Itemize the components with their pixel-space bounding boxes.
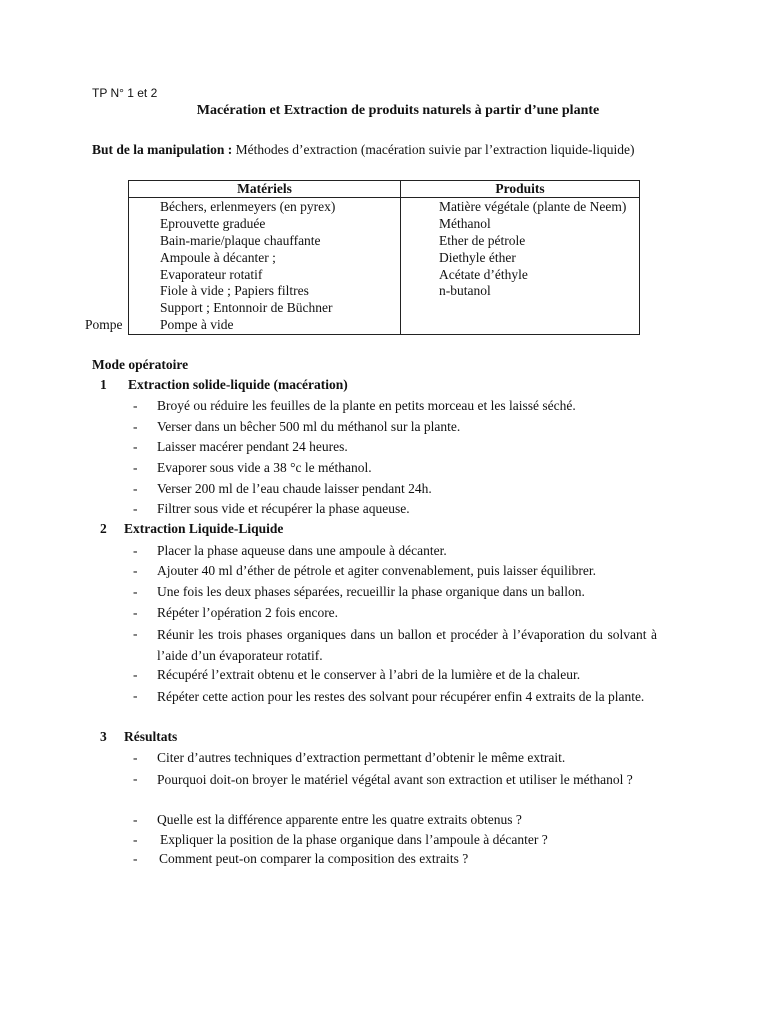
step-text: Expliquer la position de la phase organique dans l’ampoule à décanter ? [160,832,548,847]
overflow-text: Pompe [85,317,123,332]
produits-cell [401,198,640,335]
step-text: Citer d’autres techniques d’extraction permettant d’obtenir le même extrait. [157,750,566,765]
step-text: Pourquoi doit-on broyer le matériel végétal avant son extraction et utiliser le méthanol ? [157,772,633,787]
step-text: Répéter cette action pour les restes des solvant pour récupérer enfin 4 extraits de la plante. [157,689,645,704]
bullet-dash: - [133,851,138,866]
step-text: Une fois les deux phases séparées, recueillir la phase organique dans un ballon. [157,584,585,599]
bullet-dash: - [133,667,138,682]
step-text: Comment peut-on comparer la composition des extraits ? [159,851,469,866]
materiel-item: Pompe à vide [160,317,234,333]
materiel-item: Béchers, erlenmeyers (en pyrex) [160,199,336,214]
bullet-dash: - [133,398,138,413]
step-text: Réunir les trois phases organiques dans un ballon et procéder à l’évaporation du solvant à l’aide d’un évaporateur rotatif. [157,627,657,663]
materiel-item: Eprouvette graduée [160,215,266,231]
bullet-dash: - [133,771,138,786]
bullet-dash: - [133,501,138,516]
bullet-dash: - [133,812,138,827]
step-text: Placer la phase aqueuse dans une ampoule à décanter. [157,543,447,558]
step-text: Laisser macérer pendant 24 heures. [157,439,348,454]
purpose-paragraph [92,141,672,159]
produit-item: Diethyle éther [439,249,516,265]
produit-item: Matière végétale (plante de Neem) [439,199,627,214]
section-number: 1 [100,377,107,392]
header-materiels: Matériels [129,181,401,198]
produit-item: Ether de pétrole [439,232,526,248]
bullet-dash: - [133,584,138,599]
purpose-label: But de la manipulation : [92,142,233,157]
produit-item: n-butanol [439,283,491,299]
bullet-dash: - [133,460,138,475]
materiel-item: Support ; Entonnoir de Büchner [160,300,333,316]
bullet-dash: - [133,626,138,641]
bullet-dash: - [133,481,138,496]
section-number: 3 [100,729,107,744]
step-text: Evaporer sous vide a 38 °c le méthanol. [157,460,372,475]
produit-item: Acétate d’éthyle [439,266,528,282]
bullet-dash: - [133,563,138,578]
section-number: 2 [100,521,107,536]
materiels-cell [129,198,401,335]
step-text: Broyé ou réduire les feuilles de la plante en petits morceau et les laissé séché. [157,398,576,413]
purpose-text: Méthodes d’extraction (macération suivie par l’extraction liquide-liquide) [232,142,635,157]
header-produits: Produits [401,181,640,198]
step-text: Filtrer sous vide et récupérer la phase aqueuse. [157,501,410,516]
mode-operatoire-title: Mode opératoire [92,357,189,372]
bullet-dash: - [133,605,138,620]
materials-table [128,180,640,335]
step-text: Verser 200 ml de l’eau chaude laisser pendant 24h. [157,481,432,496]
bullet-dash: - [133,688,138,703]
step-text: Ajouter 40 ml d’éther de pétrole et agiter convenablement, puis laisser équilibrer. [157,563,596,578]
materiel-item: Fiole à vide ; Papiers filtres [160,283,309,299]
materiel-item: Ampoule à décanter ; [160,249,276,265]
step-text: Verser dans un bêcher 500 ml du méthanol sur la plante. [157,419,461,434]
bullet-dash: - [133,832,138,847]
step-text: Récupéré l’extrait obtenu et le conserver à l’abri de la lumière et de la chaleur. [157,667,581,682]
materiel-item: Evaporateur rotatif [160,266,263,282]
document-title: Macération et Extraction de produits naturels à partir d’une plante [196,103,600,118]
materiel-item: Bain-marie/plaque chauffante [160,232,321,248]
section-title: Extraction Liquide-Liquide [124,521,284,536]
tp-label: TP N° 1 et 2 [92,86,158,100]
bullet-dash: - [133,439,138,454]
section-title: Extraction solide-liquide (macération) [128,377,348,392]
bullet-dash: - [133,543,138,558]
step-text: Quelle est la différence apparente entre les quatre extraits obtenus ? [157,812,522,827]
bullet-dash: - [133,750,138,765]
produit-item: Méthanol [439,215,491,231]
bullet-dash: - [133,419,138,434]
section-title: Résultats [124,729,178,744]
step-text: Répéter l’opération 2 fois encore. [157,605,339,620]
